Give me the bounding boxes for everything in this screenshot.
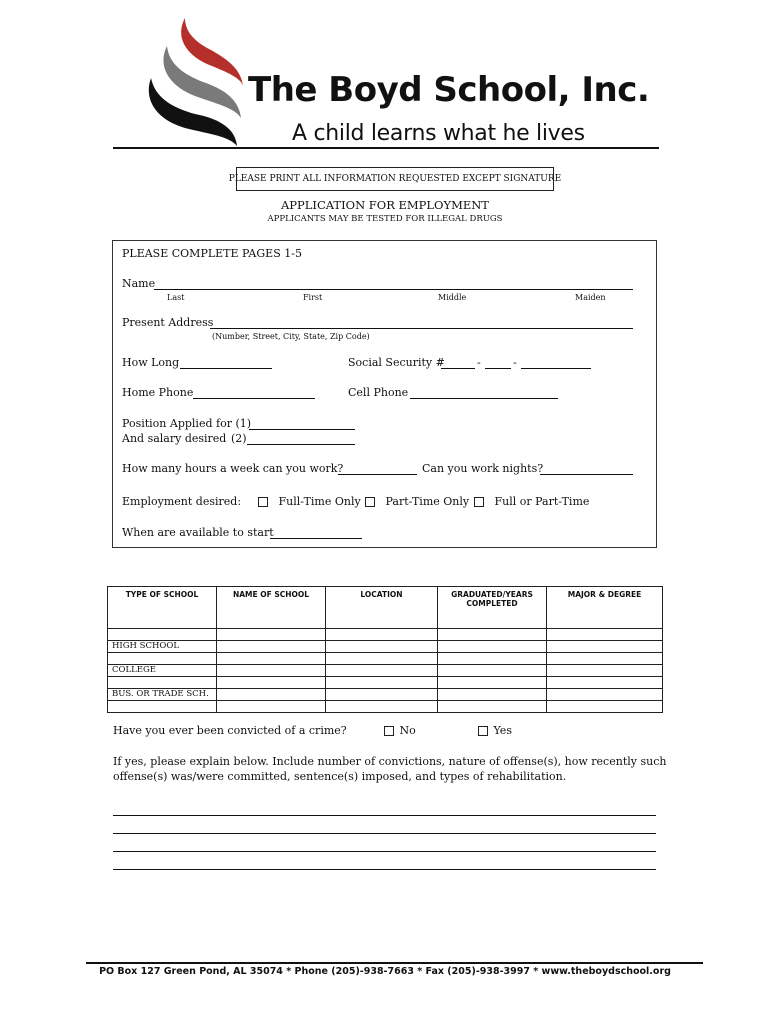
table-row: [108, 629, 663, 641]
start-field[interactable]: [270, 538, 362, 539]
table-cell[interactable]: [217, 653, 326, 665]
name-field[interactable]: [154, 289, 633, 290]
table-cell[interactable]: [438, 689, 547, 701]
salary-label: And salary desired: [122, 432, 227, 445]
explanation-line-3[interactable]: [113, 851, 656, 852]
education-table: [107, 586, 663, 713]
explanation-line-4[interactable]: [113, 869, 656, 870]
table-cell[interactable]: [217, 665, 326, 677]
ssn-field-1[interactable]: [441, 368, 475, 369]
option-full-time[interactable]: [258, 495, 361, 508]
table-cell[interactable]: [547, 665, 663, 677]
table-cell[interactable]: [438, 677, 547, 689]
explanation-line-2[interactable]: [113, 833, 656, 834]
explanation-instructions: If yes, please explain below. Include number of convictions, nature of offense(s), how recently such offense(s) was/were committed, sentence(s) imposed, and types of rehabilitation.: [113, 755, 667, 783]
table-cell[interactable]: [438, 701, 547, 713]
table-row: [108, 701, 663, 713]
ssn-field-3[interactable]: [521, 368, 591, 369]
table-cell[interactable]: [547, 653, 663, 665]
column-header: NAME OF SCHOOL: [217, 587, 326, 629]
name-part-maiden: Maiden: [575, 293, 606, 302]
name-part-first: First: [303, 293, 323, 302]
school-name: The Boyd School, Inc.: [248, 70, 650, 110]
name-label: Name: [122, 277, 156, 290]
ssn-separator-2: -: [513, 356, 517, 369]
hours-label: How many hours a week can you work?: [122, 462, 344, 475]
start-label: When are available to start: [122, 526, 274, 539]
table-cell[interactable]: [326, 653, 438, 665]
table-cell[interactable]: [217, 641, 326, 653]
table-cell: [108, 677, 217, 689]
table-cell[interactable]: [438, 665, 547, 677]
form-subtitle: APPLICANTS MAY BE TESTED FOR ILLEGAL DRUGS: [267, 214, 503, 224]
table-row: [108, 653, 663, 665]
address-hint: (Number, Street, City, State, Zip Code): [212, 332, 370, 341]
table-cell[interactable]: [326, 629, 438, 641]
table-cell[interactable]: [438, 629, 547, 641]
hours-field[interactable]: [338, 474, 417, 475]
header-divider: [113, 147, 659, 149]
position-field[interactable]: [249, 429, 355, 430]
table-cell[interactable]: [547, 689, 663, 701]
part-time-label: Part-Time Only: [385, 495, 470, 508]
home-phone-label: Home Phone: [122, 386, 194, 399]
table-cell[interactable]: [326, 701, 438, 713]
full-or-part-label: Full or Part-Time: [494, 495, 590, 508]
school-logo-icon: [145, 16, 255, 148]
table-row: [108, 641, 663, 653]
table-cell[interactable]: [326, 641, 438, 653]
pages-note: PLEASE COMPLETE PAGES 1-5: [122, 247, 302, 260]
name-part-last: Last: [167, 293, 185, 302]
table-cell[interactable]: [326, 665, 438, 677]
table-row: [108, 665, 663, 677]
row-label: BUS. OR TRADE SCH.: [108, 689, 217, 701]
option-full-or-part[interactable]: [474, 495, 589, 508]
option-no[interactable]: [384, 724, 416, 737]
employment-label: Employment desired:: [122, 495, 242, 508]
cell-phone-field[interactable]: [410, 398, 558, 399]
full-time-checkbox[interactable]: [258, 497, 268, 507]
column-header: GRADUATED/YEARS COMPLETED: [438, 587, 547, 629]
ssn-separator-1: -: [477, 356, 481, 369]
row-label: HIGH SCHOOL: [108, 641, 217, 653]
option-yes[interactable]: [478, 724, 512, 737]
table-cell[interactable]: [326, 689, 438, 701]
salary-number: (2): [231, 432, 247, 445]
full-or-part-checkbox[interactable]: [474, 497, 484, 507]
no-label: No: [399, 724, 416, 737]
form-title: APPLICATION FOR EMPLOYMENT: [281, 198, 489, 212]
ssn-field-2[interactable]: [485, 368, 511, 369]
table-cell[interactable]: [547, 641, 663, 653]
print-notice: PLEASE PRINT ALL INFORMATION REQUESTED EXCEPT SIGNATURE: [236, 167, 554, 191]
footer-contact: PO Box 127 Green Pond, AL 35074 * Phone (205)-938-7663 * Fax (205)-938-3997 * www.theboydschool.org: [99, 966, 671, 977]
no-checkbox[interactable]: [384, 726, 394, 736]
salary-field[interactable]: [247, 444, 355, 445]
nights-label: Can you work nights?: [422, 462, 544, 475]
table-cell[interactable]: [547, 677, 663, 689]
yes-label: Yes: [493, 724, 512, 737]
school-tagline: A child learns what he lives: [292, 121, 585, 146]
table-row: [108, 689, 663, 701]
ssn-label: Social Security #: [348, 356, 445, 369]
home-phone-field[interactable]: [193, 398, 315, 399]
table-cell[interactable]: [326, 677, 438, 689]
explanation-line-1[interactable]: [113, 815, 656, 816]
table-cell[interactable]: [217, 629, 326, 641]
column-header: TYPE OF SCHOOL: [108, 587, 217, 629]
address-field[interactable]: [210, 328, 633, 329]
footer-divider: [86, 962, 703, 964]
table-cell[interactable]: [438, 641, 547, 653]
table-cell[interactable]: [217, 701, 326, 713]
table-cell[interactable]: [547, 629, 663, 641]
conviction-question: Have you ever been convicted of a crime?: [113, 724, 347, 737]
table-row: [108, 677, 663, 689]
full-time-label: Full-Time Only: [278, 495, 361, 508]
part-time-checkbox[interactable]: [365, 497, 375, 507]
column-header: LOCATION: [326, 587, 438, 629]
position-label: Position Applied for (1): [122, 417, 252, 430]
table-header-row: [108, 587, 663, 629]
table-cell: [108, 629, 217, 641]
how-long-label: How Long: [122, 356, 180, 369]
table-cell[interactable]: [217, 689, 326, 701]
table-cell[interactable]: [438, 653, 547, 665]
cell-phone-label: Cell Phone: [348, 386, 409, 399]
table-cell: [108, 653, 217, 665]
table-cell[interactable]: [547, 701, 663, 713]
how-long-field[interactable]: [180, 368, 272, 369]
option-part-time[interactable]: [365, 495, 469, 508]
nights-field[interactable]: [540, 474, 633, 475]
yes-checkbox[interactable]: [478, 726, 488, 736]
table-cell: [108, 701, 217, 713]
row-label: COLLEGE: [108, 665, 217, 677]
name-part-middle: Middle: [438, 293, 467, 302]
address-label: Present Address: [122, 316, 214, 329]
table-cell[interactable]: [217, 677, 326, 689]
column-header: MAJOR & DEGREE: [547, 587, 663, 629]
